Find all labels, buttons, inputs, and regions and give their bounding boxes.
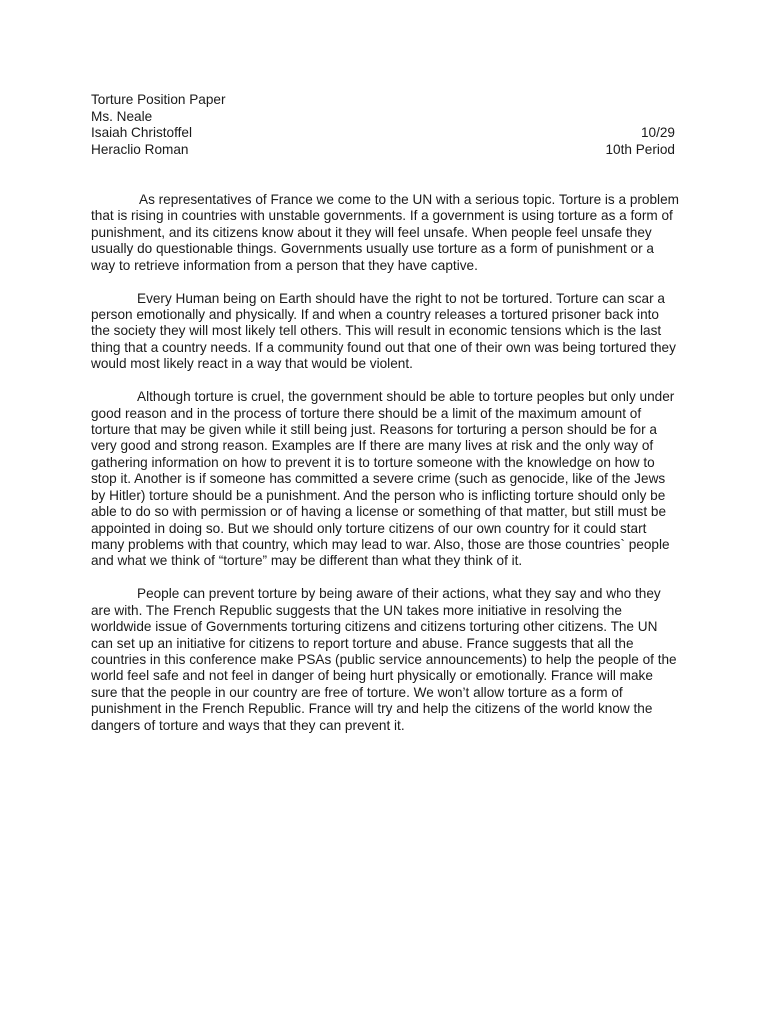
teacher-name: Ms. Neale (91, 108, 153, 124)
header-line-teacher (91, 109, 675, 126)
header-line-author1 (91, 125, 675, 142)
header-line-title (91, 92, 675, 109)
date: 10/29 (640, 125, 675, 141)
paper-title: Torture Position Paper (91, 92, 226, 107)
paragraph-4: People can prevent torture by being aware of their actions, what they say and who they are with. The French Republic suggests that the UN takes more initiative in resolving the worldwide issue of Governments torturing citizens and citizens torturing other citizens. The UN can set up an initiative for citizens to report torture and abuse. France suggests that all the countries in this conference make PSAs (public service announcements) to help the people of the world feel safe and not feel in danger of being hurt physically or emotionally. France will make sure that the people in our country are free of torture. We won’t allow torture as a form of punishment in the French Republic. France will try and help the citizens of the world know the dangers of torture and ways that they can prevent it. (91, 586, 677, 733)
author-name-2: Heraclio Roman (91, 141, 189, 157)
paragraph-3: Although torture is cruel, the government should be able to torture peoples but only under good reason and in the process of torture there should be a limit of the maximum amount of torture that may be given while it still being just. Reasons for torturing a person should be for a very good and strong reason. Examples are If there are many lives at risk and the only way of gathering information on how to prevent it is to torture someone with the knowledge on how to stop it. Another is if someone has committed a severe crime (such as genocide, like of the Jews by Hitler) torture should be a punishment. And the person who is inflicting torture should only be able to do so with permission or of having a license or something of that matter, but still must be appointed in doing so. But we should only torture citizens of our own country for it could start many problems with that country, which may lead to war. Also, those are those countries` people and what we think of “torture” may be different than what they think of it. (91, 389, 675, 569)
author-name-1: Isaiah Christoffel (91, 125, 192, 141)
paragraph-1: As representatives of France we come to the UN with a serious topic. Torture is a problem that is rising in countries with unstable governments. If a government is using torture as a form of punishment, and its citizens know about it they will feel unsafe. When people feel unsafe they usually do questionable things. Governments usually use torture as a form of punishment or a way to retrieve information from a person that they have captive. (91, 192, 679, 273)
document-header (91, 92, 675, 158)
paragraph-2: Every Human being on Earth should have the right to not be tortured. Torture can scar a person emotionally and physically. If and when a country releases a tortured prisoner back into the society they will most likely tell others. This will result in economic tensions which is the last thing that a country needs. If a community found out that one of their own was being tortured they would most likely react in a way that would be violent. (91, 290, 676, 372)
class-period: 10th Period (605, 141, 675, 157)
header-line-author2 (91, 142, 675, 159)
document-body (91, 192, 679, 751)
